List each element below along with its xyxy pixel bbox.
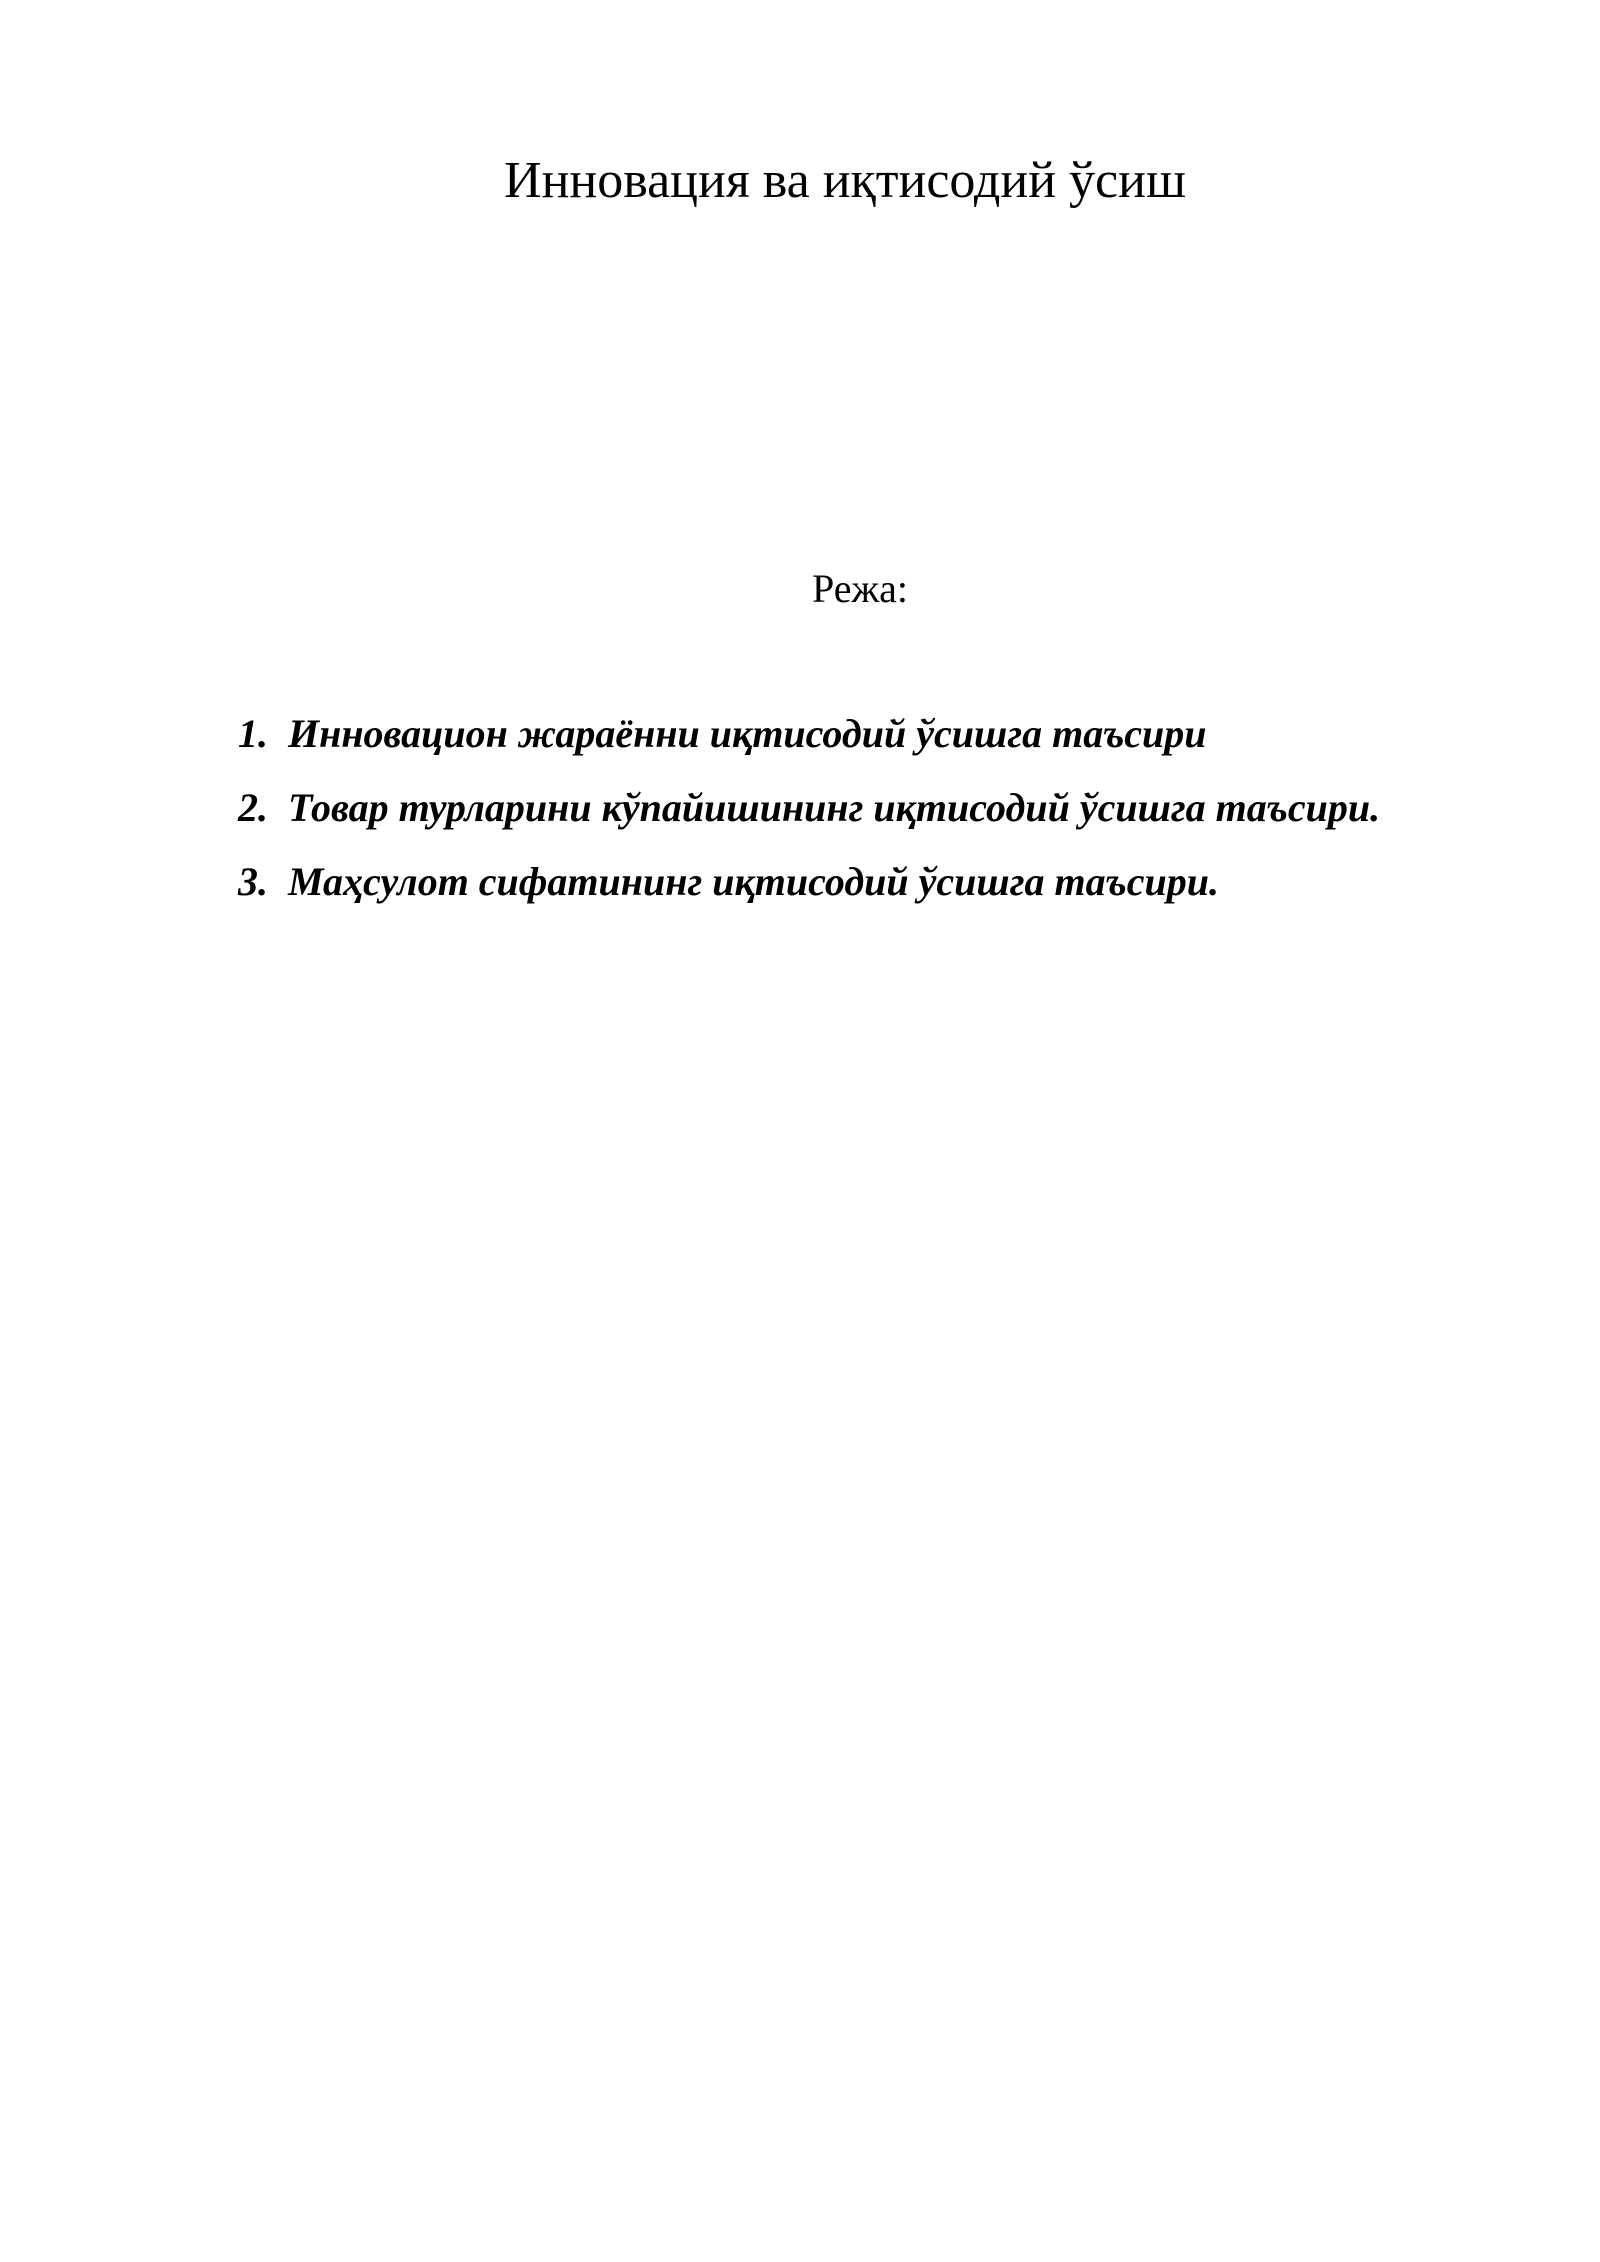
document-title: Инновация ва иқтисодий ўсиш [504, 152, 1186, 209]
plan-item [238, 784, 1538, 858]
plan-item-number: 3. [238, 859, 268, 904]
plan-item-text: Маҳсулот сифатининг иқтисодий ўсишга таъсири. [288, 859, 1219, 904]
plan-item-number: 1. [238, 711, 268, 756]
plan-item [238, 710, 1538, 784]
plan-item [238, 858, 1538, 932]
plan-item-text: Товар турларини кўпайишининг иқтисодий ўсишга таъсири. [288, 785, 1381, 830]
plan-item-number: 2. [238, 785, 268, 830]
plan-heading: Режа: [812, 566, 908, 611]
plan-list [238, 710, 1538, 932]
plan-item-text: Инновацион жараённи иқтисодий ўсишга таъсири [288, 711, 1207, 756]
